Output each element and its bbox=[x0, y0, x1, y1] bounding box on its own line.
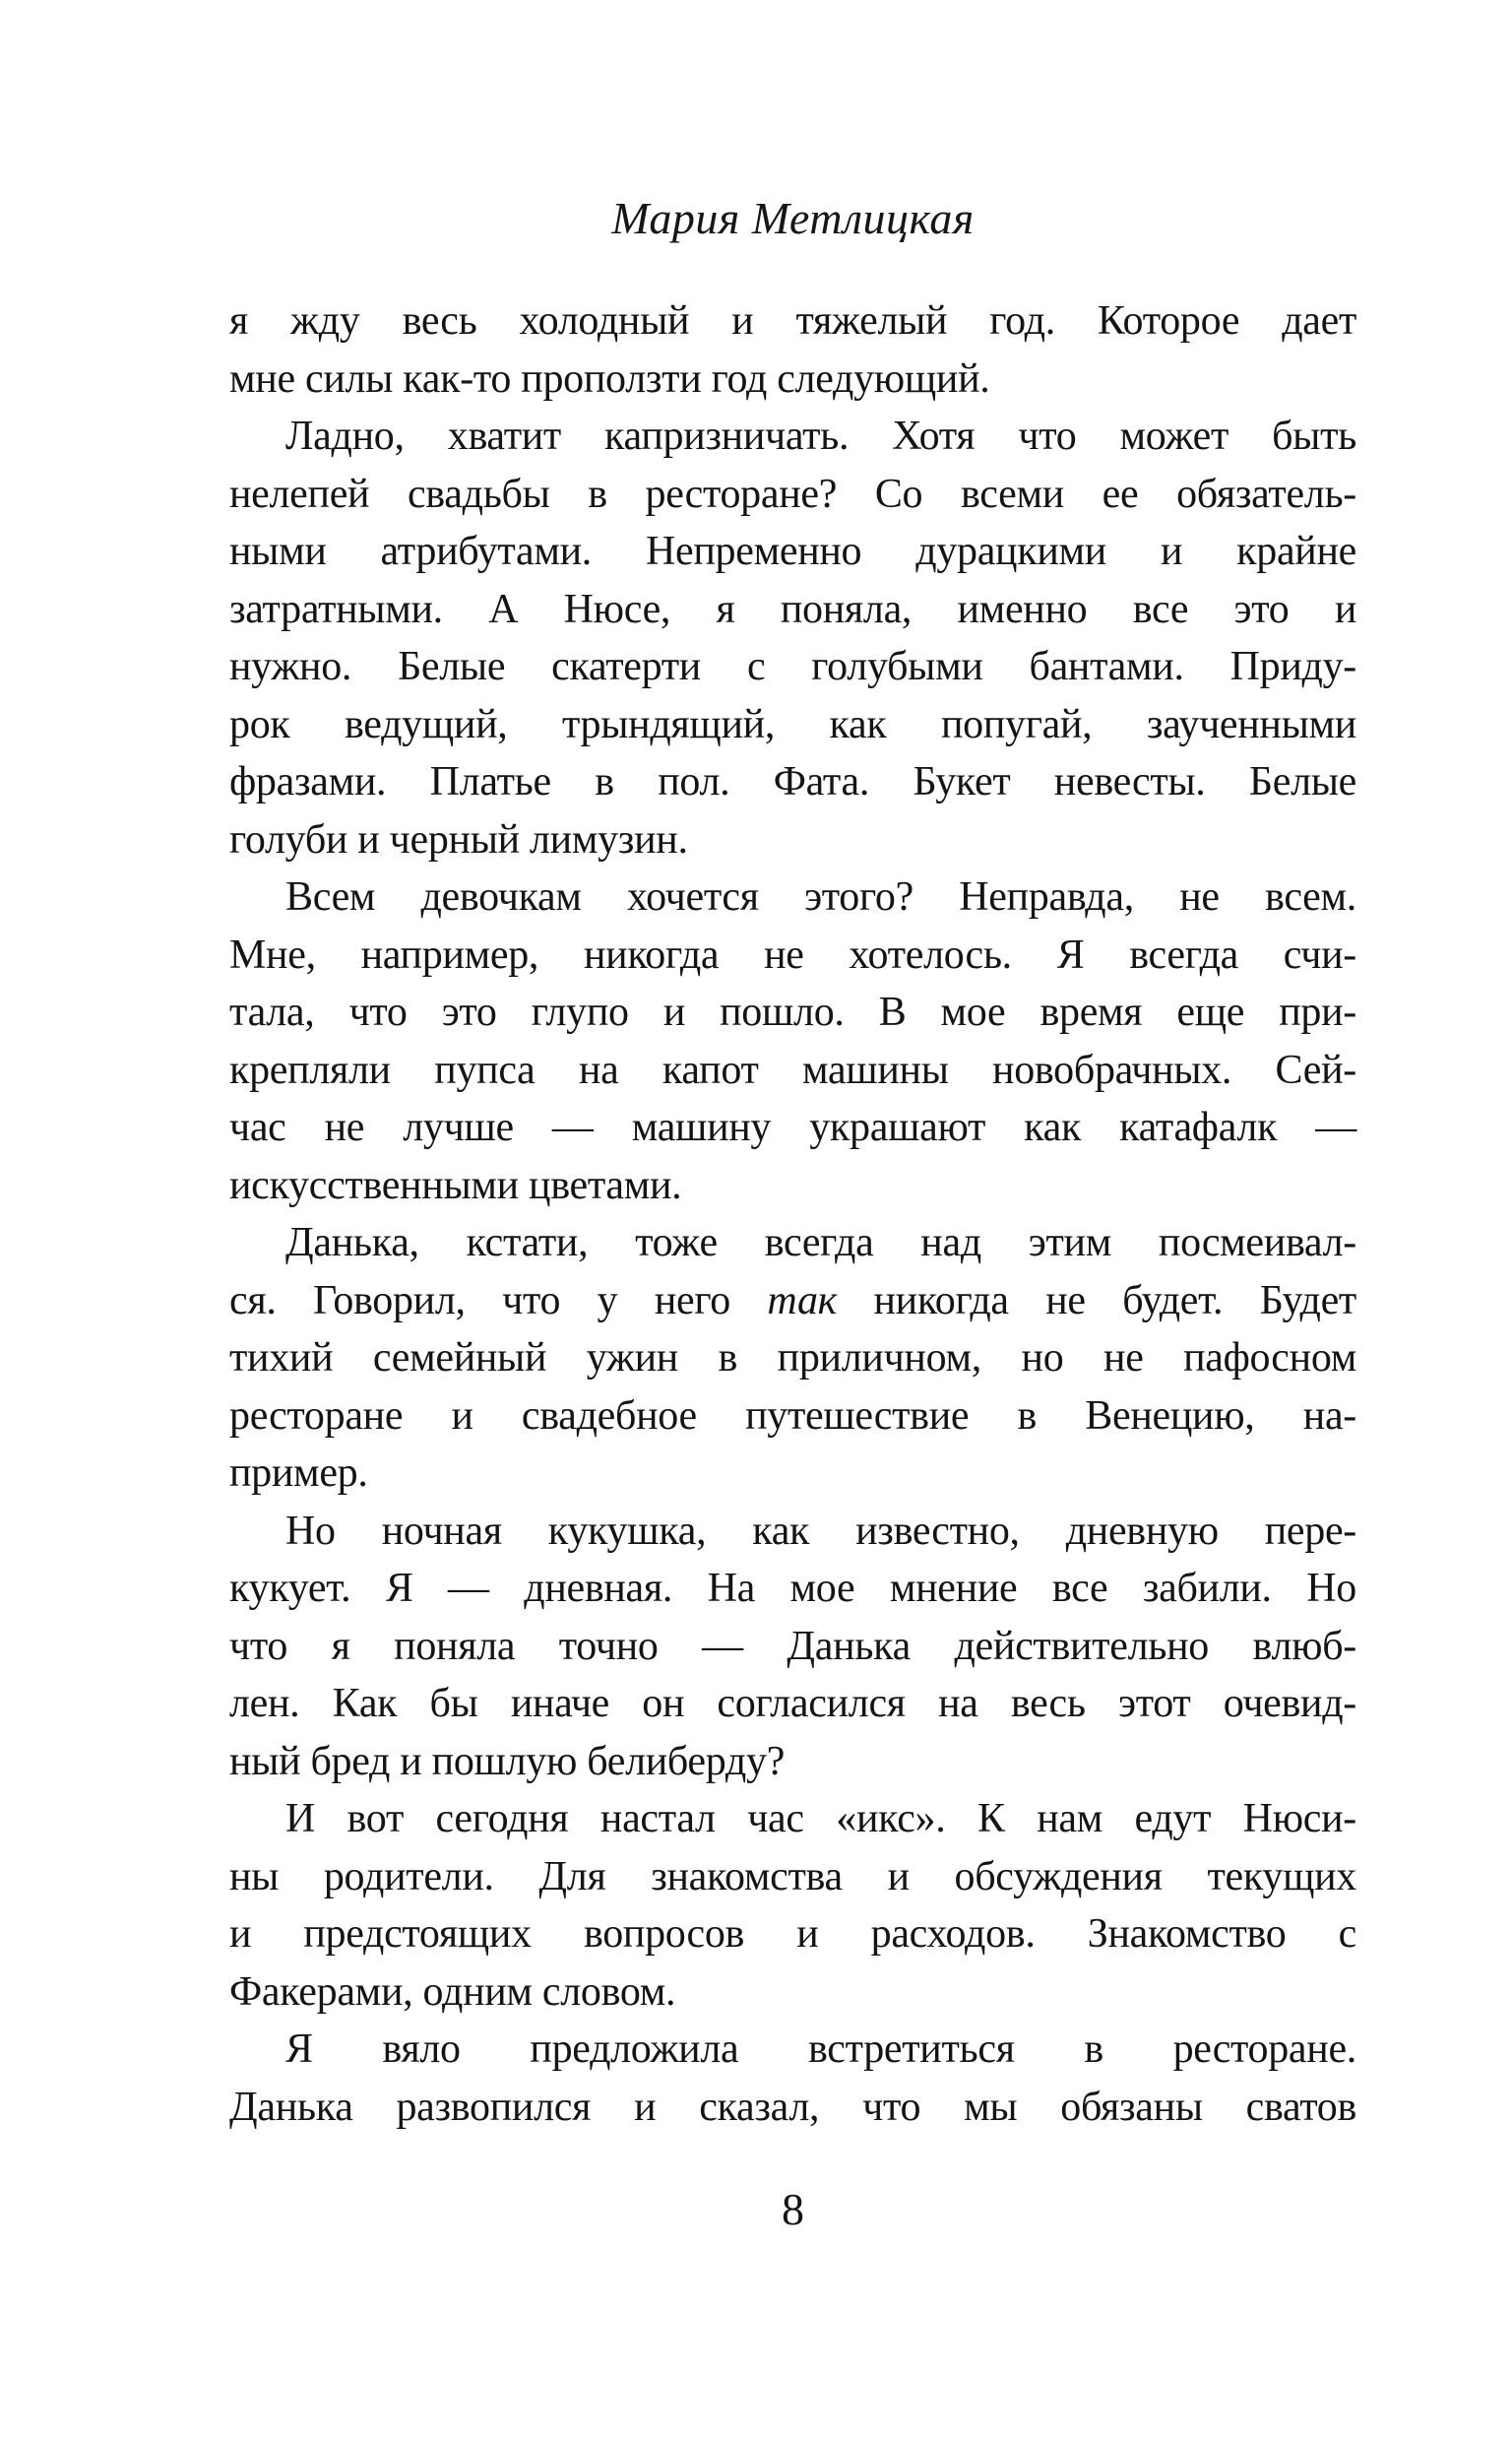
text-line: нужно. Белые скатерти с голубыми бантами. Приду- bbox=[229, 644, 1356, 689]
text-line: крепляли пупса на капот машины новобрачных. Сей- bbox=[229, 1047, 1356, 1093]
text-line: тихий семейный ужин в приличном, но не пафосном bbox=[229, 1335, 1356, 1381]
text-line: ными атрибутами. Непременно дурацкими и крайне bbox=[229, 529, 1356, 574]
text-line: час не лучше — машину украшают как катафалк — bbox=[229, 1105, 1356, 1150]
text-line: что я поняла точно — Данька действительно влюб- bbox=[229, 1623, 1356, 1669]
text-line: Но ночная кукушка, как известно, дневную пере- bbox=[285, 1508, 1356, 1554]
text-line: я жду весь холодный и тяжелый год. Которое дает bbox=[229, 298, 1356, 344]
text-line: затратными. А Нюсе, я поняла, именно все это и bbox=[229, 586, 1356, 632]
text-line: Данька развопился и сказал, что мы обязаны сватов bbox=[229, 2084, 1356, 2130]
text-line: И вот сегодня настал час «икс». К нам едут Нюси- bbox=[285, 1796, 1356, 1841]
text-line: Данька, кстати, тоже всегда над этим посмеивал- bbox=[285, 1220, 1356, 1265]
text-line: и предстоящих вопросов и расходов. Знакомство с bbox=[229, 1911, 1356, 1957]
italic-word: так bbox=[767, 1277, 837, 1323]
text-line: Мне, например, никогда не хотелось. Я всегда счи- bbox=[229, 932, 1356, 978]
text-line: нелепей свадьбы в ресторане? Со всеми ее обязатель- bbox=[229, 471, 1356, 517]
running-header-author: Мария Метлицкая bbox=[611, 193, 975, 243]
text-line: тала, что это глупо и пошло. В мое время еще при- bbox=[229, 990, 1356, 1035]
text-line: ны родители. Для знакомства и обсуждения текущих bbox=[229, 1853, 1356, 1899]
text-line: Ладно, хватит капризничать. Хотя что может быть bbox=[285, 414, 1356, 459]
text-line: ся. Говорил, что у него так никогда не будет. Будет bbox=[229, 1277, 1356, 1323]
text-line: искусственными цветами. bbox=[229, 1162, 682, 1208]
text-line: лен. Как бы иначе он согласился на весь этот очевид- bbox=[229, 1681, 1356, 1726]
text-line: Всем девочкам хочется этого? Неправда, не всем. bbox=[285, 874, 1356, 920]
page-text-block bbox=[229, 292, 1356, 2136]
text-line: Факерами, одним словом. bbox=[229, 1968, 676, 2015]
text-line: фразами. Платье в пол. Фата. Букет невесты. Белые bbox=[229, 759, 1356, 804]
text-line: ресторане и свадебное путешествие в Венецию, на- bbox=[229, 1392, 1356, 1439]
text-line: кукует. Я — дневная. На мое мнение все забили. Но bbox=[229, 1566, 1356, 1611]
text-line: голуби и черный лимузин. bbox=[229, 816, 688, 863]
text-line: Я вяло предложила встретиться в ресторане. bbox=[285, 2026, 1356, 2072]
text-line: рок ведущий, трындящий, как попугай, заученными bbox=[229, 701, 1356, 747]
text-line: мне силы как-то проползти год следующий. bbox=[229, 355, 990, 402]
text-line: пример. bbox=[229, 1450, 368, 1496]
page-number: 8 bbox=[782, 2184, 804, 2234]
text-line: ный бред и пошлую белиберду? bbox=[229, 1738, 786, 1784]
